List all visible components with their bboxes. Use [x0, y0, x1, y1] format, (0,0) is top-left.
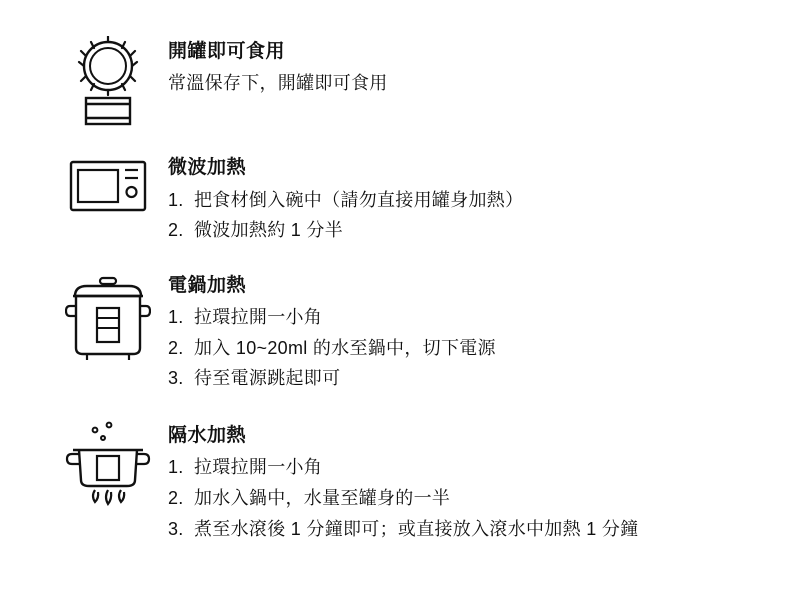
- step-text: 待至電源跳起即可: [194, 368, 341, 389]
- step-text: 微波加熱約 1 分半: [194, 220, 344, 241]
- canned-food-open-icon: [48, 34, 168, 128]
- section-content: [168, 418, 770, 544]
- step-number: 1.: [168, 457, 184, 478]
- boiling-pot-icon: [48, 418, 168, 506]
- step-number: 3.: [168, 368, 184, 389]
- section-content: [168, 150, 770, 246]
- step-number: 1.: [168, 189, 184, 210]
- list-item: [168, 185, 770, 216]
- list-item: [168, 302, 770, 333]
- list-item: [168, 333, 770, 364]
- step-text: 加入 10~20ml 的水至鍋中，切下電源: [194, 337, 496, 358]
- step-list: [168, 302, 770, 394]
- section-title: 開罐即可食用: [168, 41, 286, 62]
- section-content: [168, 268, 770, 394]
- list-item: [168, 215, 770, 246]
- step-text: 拉環拉開一小角: [194, 307, 323, 328]
- step-number: 1.: [168, 307, 184, 328]
- step-text: 加水入鍋中，水量至罐身的一半: [194, 488, 451, 509]
- step-text: 把食材倒入碗中（請勿直接用罐身加熱）: [194, 189, 524, 210]
- section-title: 微波加熱: [168, 157, 247, 178]
- list-item: [168, 483, 770, 514]
- step-number: 3.: [168, 518, 184, 539]
- instruction-section: [48, 418, 770, 544]
- microwave-oven-icon: [48, 150, 168, 220]
- rice-cooker-icon: [48, 268, 168, 368]
- list-item: [168, 514, 770, 545]
- step-number: 2.: [168, 220, 184, 241]
- section-description: 常溫保存下，開罐即可食用: [168, 72, 388, 93]
- step-list: [168, 452, 770, 544]
- instruction-section: [48, 34, 770, 128]
- step-number: 2.: [168, 337, 184, 358]
- section-title: 隔水加熱: [168, 424, 247, 446]
- step-text: 煮至水滾後 1 分鐘即可；或直接放入滾水中加熱 1 分鐘: [194, 518, 639, 539]
- step-text: 拉環拉開一小角: [194, 457, 323, 478]
- list-item: [168, 452, 770, 483]
- instruction-section: [48, 150, 770, 246]
- step-number: 2.: [168, 488, 184, 509]
- step-list: [168, 185, 770, 246]
- instruction-section: [48, 268, 770, 394]
- section-title: 電鍋加熱: [168, 274, 247, 296]
- list-item: [168, 363, 770, 394]
- section-content: [168, 34, 770, 98]
